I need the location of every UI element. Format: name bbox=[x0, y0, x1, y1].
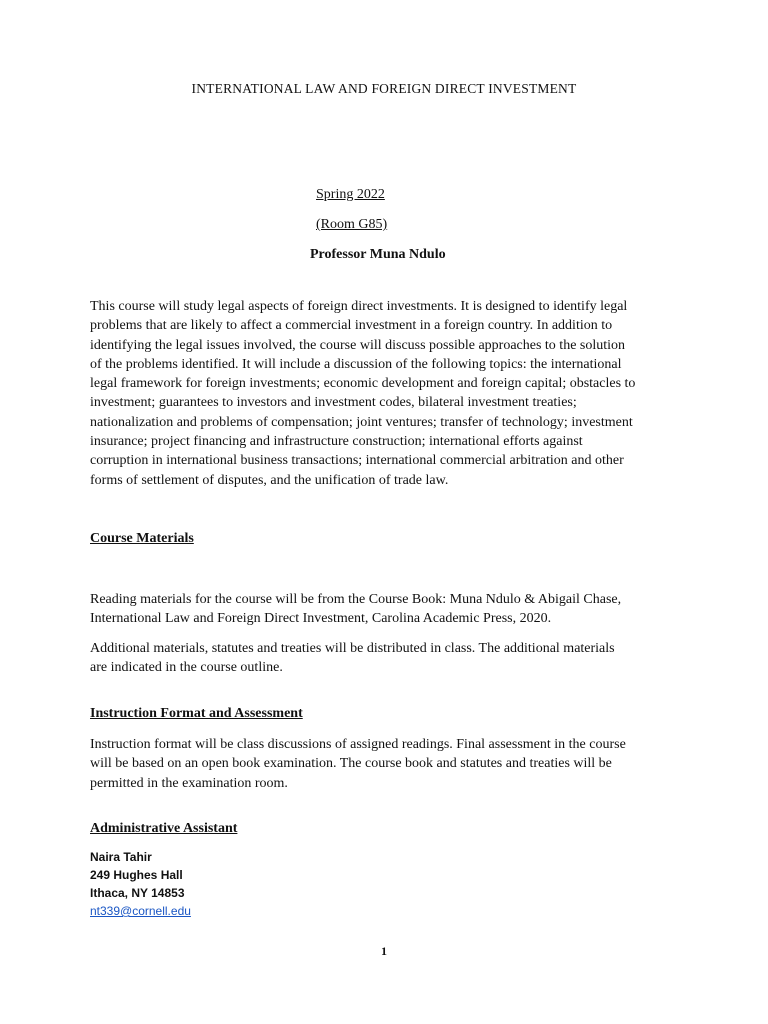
paragraph-line: are indicated in the course outline. bbox=[90, 660, 283, 676]
additional-materials-paragraph bbox=[90, 639, 690, 678]
document-title: INTERNATIONAL LAW AND FOREIGN DIRECT INVESTMENT bbox=[191, 81, 577, 96]
assistant-email-link[interactable]: nt339@cornell.edu bbox=[90, 904, 191, 918]
instruction-heading: Instruction Format and Assessment bbox=[90, 706, 303, 721]
course-description bbox=[90, 297, 690, 490]
paragraph-line: will be based on an open book examination. The course book and statutes and treaties will be bbox=[90, 756, 612, 772]
paragraph-line: International Law and Foreign Direct Investment, Carolina Academic Press, 2020. bbox=[90, 611, 552, 627]
course-materials-paragraph bbox=[90, 590, 690, 629]
description-line: forms of settlement of disputes, and the unification of trade law. bbox=[90, 472, 449, 488]
page-number: 1 bbox=[381, 944, 387, 958]
description-line: This course will study legal aspects of foreign direct investments. It is designed to identify legal bbox=[90, 299, 628, 314]
instruction-paragraph bbox=[90, 735, 690, 793]
paragraph-line: Reading materials for the course will be from the Course Book: Muna Ndulo & Abigail Chase, bbox=[90, 592, 622, 607]
description-line: legal framework for foreign investments; economic development and foreign capital; obstacles to bbox=[90, 376, 636, 392]
assistant-contact bbox=[90, 848, 390, 920]
course-materials-heading: Course Materials bbox=[90, 531, 194, 546]
description-line: corruption in international business transactions; international commercial arbitration and other bbox=[90, 453, 624, 469]
paragraph-line: Additional materials, statutes and treaties will be distributed in class. The additional materials bbox=[90, 641, 615, 656]
assistant-address-line: 249 Hughes Hall bbox=[90, 868, 183, 882]
paragraph-line: Instruction format will be class discussions of assigned readings. Final assessment in the course bbox=[90, 737, 626, 752]
description-line: nationalization and problems of compensation; joint ventures; transfer of technology; investment bbox=[90, 414, 633, 430]
term-label: Spring 2022 bbox=[316, 187, 385, 202]
description-line: insurance; project financing and infrastructure construction; international efforts against bbox=[90, 434, 583, 450]
description-line: investment; guarantees to investors and investment codes, bilateral investment treaties; bbox=[90, 395, 577, 411]
room-label: (Room G85) bbox=[316, 217, 388, 232]
assistant-heading: Administrative Assistant bbox=[90, 821, 238, 836]
assistant-name: Naira Tahir bbox=[90, 850, 152, 864]
paragraph-line: permitted in the examination room. bbox=[90, 775, 288, 791]
description-line: problems that are likely to affect a commercial investment in a foreign country. In addition to bbox=[90, 318, 613, 334]
description-line: of the problems identified. It will include a discussion of the following topics: the international bbox=[90, 356, 622, 372]
professor-label: Professor Muna Ndulo bbox=[310, 247, 446, 262]
assistant-address-line: Ithaca, NY 14853 bbox=[90, 886, 185, 900]
description-line: identifying the legal issues involved, the course will discuss possible approaches to the solution bbox=[90, 337, 626, 353]
